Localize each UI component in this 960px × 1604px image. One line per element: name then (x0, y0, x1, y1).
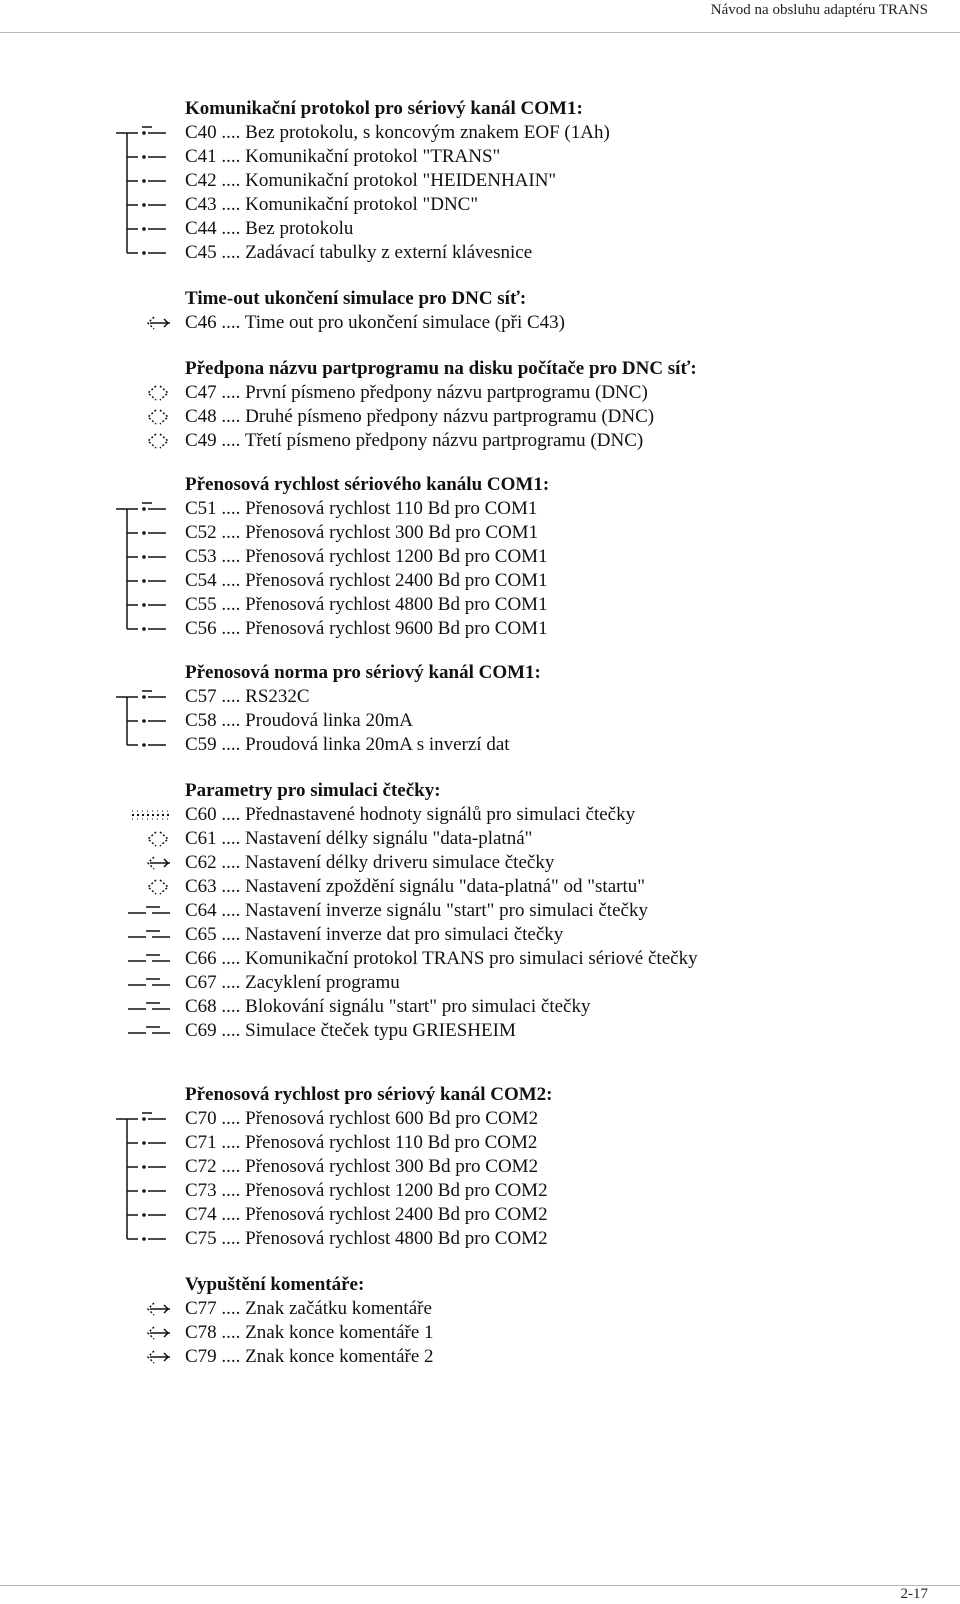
list-item-c78: C78 .... Znak konce komentáře 1 (185, 1322, 434, 1343)
list-item-c43: C43 .... Komunikační protokol "DNC" (185, 194, 479, 215)
switch-branch-icon (112, 145, 172, 169)
section-title-com1-baud: Přenosová rychlost sériového kanálu COM1: (185, 474, 550, 495)
section-title-com1-protocol: Komunikační protokol pro sériový kanál COM1: (185, 98, 583, 119)
angle-value-icon (112, 405, 172, 429)
list-item-c77: C77 .... Znak začátku komentáře (185, 1298, 432, 1319)
list-item-c44: C44 .... Bez protokolu (185, 218, 354, 239)
angle-value-icon (112, 381, 172, 405)
switch-branch-icon (112, 121, 172, 145)
toggle-switch-icon (112, 947, 172, 971)
list-item-c70: C70 .... Přenosová rychlost 600 Bd pro COM2 (185, 1108, 539, 1129)
toggle-switch-icon (112, 971, 172, 995)
list-item-c72: C72 .... Přenosová rychlost 300 Bd pro COM2 (185, 1156, 539, 1177)
section-title-reader-sim: Parametry pro simulaci čtečky: (185, 780, 441, 801)
section-title-timeout: Time-out ukončení simulace pro DNC síť: (185, 288, 527, 309)
arrow-value-icon (112, 851, 172, 875)
angle-value-icon (112, 429, 172, 453)
switch-branch-icon (112, 193, 172, 217)
section-title-comments: Vypuštění komentáře: (185, 1274, 365, 1295)
arrow-value-icon (112, 1321, 172, 1345)
switch-branch-icon (112, 497, 172, 521)
list-item-c62: C62 .... Nastavení délky driveru simulace čtečky (185, 852, 555, 873)
list-item-c71: C71 .... Přenosová rychlost 110 Bd pro COM2 (185, 1132, 538, 1153)
arrow-value-icon (112, 1297, 172, 1321)
list-item-c79: C79 .... Znak konce komentáře 2 (185, 1346, 434, 1367)
switch-branch-icon (112, 241, 172, 265)
list-item-c48: C48 .... Druhé písmeno předpony názvu partprogramu (DNC) (185, 406, 655, 427)
section-title-com2-baud: Přenosová rychlost pro sériový kanál COM2: (185, 1084, 553, 1105)
switch-branch-icon (112, 169, 172, 193)
list-item-c55: C55 .... Přenosová rychlost 4800 Bd pro COM1 (185, 594, 548, 615)
list-item-c53: C53 .... Přenosová rychlost 1200 Bd pro COM1 (185, 546, 548, 567)
list-item-c66: C66 .... Komunikační protokol TRANS pro simulaci sériové čtečky (185, 948, 698, 969)
toggle-switch-icon (112, 899, 172, 923)
list-item-c45: C45 .... Zadávací tabulky z externí klávesnice (185, 242, 533, 263)
list-item-c54: C54 .... Přenosová rychlost 2400 Bd pro COM1 (185, 570, 548, 591)
switch-branch-icon (112, 709, 172, 733)
list-item-c75: C75 .... Přenosová rychlost 4800 Bd pro COM2 (185, 1228, 548, 1249)
list-item-c41: C41 .... Komunikační protokol "TRANS" (185, 146, 501, 167)
list-item-c46: C46 .... Time out pro ukončení simulace (při C43) (185, 312, 565, 333)
switch-branch-icon (112, 569, 172, 593)
header-rule (0, 32, 960, 33)
switch-branch-icon (112, 1227, 172, 1251)
list-item-c47: C47 .... První písmeno předpony názvu partprogramu (DNC) (185, 382, 648, 403)
list-item-c51: C51 .... Přenosová rychlost 110 Bd pro COM1 (185, 498, 538, 519)
list-item-c42: C42 .... Komunikační protokol "HEIDENHAIN" (185, 170, 557, 191)
list-item-c56: C56 .... Přenosová rychlost 9600 Bd pro COM1 (185, 618, 548, 639)
list-item-c58: C58 .... Proudová linka 20mA (185, 710, 413, 731)
list-item-c65: C65 .... Nastavení inverze dat pro simulaci čtečky (185, 924, 564, 945)
arrow-value-icon (112, 311, 172, 335)
switch-branch-icon (112, 1107, 172, 1131)
angle-value-icon (112, 827, 172, 851)
section-title-prefix: Předpona názvu partprogramu na disku počítače pro DNC síť: (185, 358, 697, 379)
toggle-switch-icon (112, 995, 172, 1019)
page-header-title: Návod na obsluhu adaptéru TRANS (710, 2, 928, 18)
list-item-c60: C60 .... Přednastavené hodnoty signálů pro simulaci čtečky (185, 804, 636, 825)
list-item-c63: C63 .... Nastavení zpoždění signálu "data-platná" od "startu" (185, 876, 645, 897)
page-number: 2-17 (900, 1586, 928, 1602)
toggle-switch-icon (112, 1019, 172, 1043)
switch-branch-icon (112, 1179, 172, 1203)
switch-branch-icon (112, 685, 172, 709)
switch-branch-icon (112, 1155, 172, 1179)
list-item-c73: C73 .... Přenosová rychlost 1200 Bd pro COM2 (185, 1180, 548, 1201)
dotted-reset-icon (112, 803, 172, 827)
switch-branch-icon (112, 1203, 172, 1227)
footer-rule (0, 1585, 960, 1586)
list-item-c74: C74 .... Přenosová rychlost 2400 Bd pro COM2 (185, 1204, 548, 1225)
toggle-switch-icon (112, 923, 172, 947)
list-item-c69: C69 .... Simulace čteček typu GRIESHEIM (185, 1020, 516, 1041)
angle-value-icon (112, 875, 172, 899)
switch-branch-icon (112, 733, 172, 757)
switch-branch-icon (112, 521, 172, 545)
list-item-c67: C67 .... Zacyklení programu (185, 972, 400, 993)
list-item-c68: C68 .... Blokování signálu "start" pro simulaci čtečky (185, 996, 591, 1017)
list-item-c40: C40 .... Bez protokolu, s koncovým znakem EOF (1Ah) (185, 122, 610, 143)
switch-branch-icon (112, 1131, 172, 1155)
list-item-c64: C64 .... Nastavení inverze signálu "start" pro simulaci čtečky (185, 900, 648, 921)
arrow-value-icon (112, 1345, 172, 1369)
switch-branch-icon (112, 217, 172, 241)
list-item-c61: C61 .... Nastavení délky signálu "data-platná" (185, 828, 533, 849)
section-title-com1-norm: Přenosová norma pro sériový kanál COM1: (185, 662, 541, 683)
switch-branch-icon (112, 545, 172, 569)
list-item-c49: C49 .... Třetí písmeno předpony názvu partprogramu (DNC) (185, 430, 644, 451)
list-item-c52: C52 .... Přenosová rychlost 300 Bd pro COM1 (185, 522, 539, 543)
list-item-c57: C57 .... RS232C (185, 686, 310, 707)
switch-branch-icon (112, 617, 172, 641)
list-item-c59: C59 .... Proudová linka 20mA s inverzí dat (185, 734, 510, 755)
switch-branch-icon (112, 593, 172, 617)
